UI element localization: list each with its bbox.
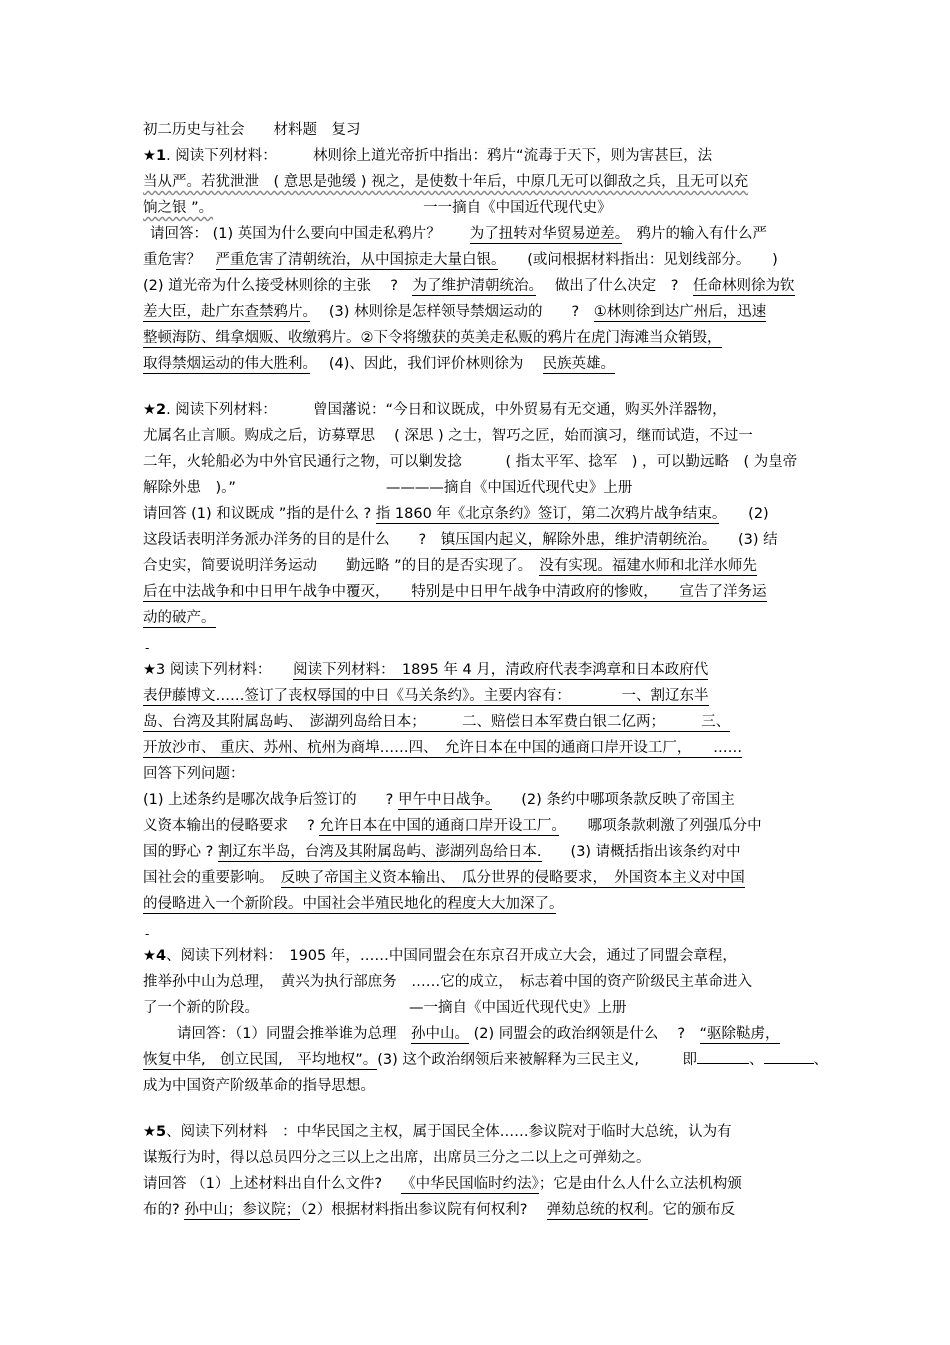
answer-text: 割辽东半岛，台湾及其附属岛屿、澎湖列岛给日本. [217, 844, 542, 860]
q2-line-4: 解除外患 )。” ————摘自《中国近代现代史》上册 [143, 480, 633, 496]
separator-mark: - [145, 927, 150, 941]
q1-line-5: 重危害？ 严重危害了清朝统治，从中国掠走大量白银。 (或问根据材料指出：见划线部分。 ) [143, 252, 778, 268]
q3-line-6: (1) 上述条约是哪次战争后签订的 ? 甲午中日战争。 (2) 条约中哪项条款反映了帝国主 [143, 792, 735, 808]
q1-line-2: 当从严。若犹泄泄 ( 意思是弛缓 ) 视之，是使数十年后，中原几无可以御敌之兵，且无可以充 [143, 174, 749, 190]
answer-text: 取得禁烟运动的伟大胜利。 [143, 356, 310, 372]
q4-line-2: 推举孙中山为总理， 黄兴为执行部庶务 ……它的成立， 标志着中国的资产阶级民主革命进入 [143, 974, 752, 990]
answer-text: 镇压国内起义，解除外患，维护清朝统治。 [440, 532, 709, 548]
answer-text: 《中华民国临时约法》 [401, 1176, 539, 1192]
answer-text: “驱除鞑虏， [699, 1026, 780, 1042]
q1-line-3: 饷之银 ”。 一一摘自《中国近代现代史》 [143, 200, 612, 216]
q2-line-8 [143, 582, 767, 602]
answer-text: 整顿海防、缉拿烟贩、收缴鸦片。②下令将缴获的英美走私贩的鸦片在虎门海滩当众销毁， [143, 330, 722, 346]
blank-field [764, 1062, 814, 1064]
q3-line-4: 开放沙市、 重庆、苏州、杭州为商埠……四、 允许日本在中国的通商口岸开设工厂， …… [143, 740, 743, 756]
answer-text: 后在中法战争和中日甲午战争中覆灭， 特别是中日甲午战争中清政府的惨败， 宣告了洋务运 [143, 584, 767, 600]
answer-text: 动的破产。 [143, 610, 216, 626]
q5-number: ★5 [143, 1124, 167, 1140]
q2-line-6: 这段话表明洋务派办洋务的目的是什么 ? 镇压国内起义，解除外患，维护清朝统治。 (3) 结 [143, 532, 778, 548]
q2-line-3: 二年，火轮船必为中外官民通行之物，可以剿发捻 ( 指太平军、捻军 ) ，可以勤远略 ( 为皇帝 [143, 454, 798, 470]
q3-line-7: 义资本输出的侵略要求 ? 允许日本在中国的通商口岸开设工厂。 哪项条款刺激了列强瓜分中 [143, 818, 762, 834]
q5-line-4: 布的? 孙中山；参议院；（2）根据材料指出参议院有何权利? 弹劾总统的权利。它的颁布反 [143, 1202, 736, 1218]
q2-line-2: 尤属名止言顺。购成之后，访募覃思 ( 深思 ) 之士，智巧之匠，始而演习，继而试造，不过一 [143, 428, 753, 444]
answer-text: 民族英雄。 [542, 356, 616, 372]
q4-line-5: 恢复中华, 创立民国, 平均地权”。(3) 这个政治纲领后来被解释为三民主义, 即 、 、 [143, 1052, 828, 1068]
answer-text: 严重危害了清朝统治，从中国掠走大量白银。 [215, 252, 499, 268]
q3-line-10 [143, 894, 614, 914]
q5-line-3: 请回答 （1）上述材料出自什么文件? 《中华民国临时约法》；它是由什么人什么立法机构颁 [143, 1176, 742, 1192]
q2-line-5: 请回答 (1) 和议既成 ”指的是什么 ? 指 1860 年《北京条约》签订，第二次鸦片战争结束。 (2) [143, 506, 769, 522]
q4-line-6: 成为中国资产阶级革命的指导思想。 [143, 1078, 375, 1094]
q4-line-1: ★4、阅读下列材料： 1905 年，……中国同盟会在东京召开成立大会，通过了同盟会章程， [143, 948, 737, 964]
separator-mark: - [145, 641, 150, 655]
answer-text: 任命林则徐为钦 [693, 278, 795, 294]
q3-line-9: 国社会的重要影响。 反映了帝国主义资本输出、 瓜分世界的侵略要求， 外国资本主义对中国 [143, 870, 745, 886]
page-title: 初二历史与社会 材料题 复习 [143, 122, 361, 138]
q1-line-8 [143, 328, 722, 348]
q4-line-4: 请回答：（1）同盟会推举谁为总理 孙中山。 (2) 同盟会的政治纲领是什么 ? “驱除鞑虏， [177, 1026, 780, 1042]
q1-line-4: 请回答： (1) 英国为什么要向中国走私鸦片？ 为了扭转对华贸易逆差。 鸦片的输入有什么严 [150, 226, 768, 242]
answer-text: 差大臣，赴广东查禁鸦片。 [143, 304, 310, 320]
answer-text: 没有实现。福建水师和北洋水师先 [539, 558, 757, 574]
q2-number: ★2 [143, 402, 167, 418]
q1-number: ★1 [143, 148, 167, 164]
answer-text: 甲午中日战争。 [397, 792, 493, 808]
answer-text: 恢复中华, 创立民国, 平均地权”。 [143, 1052, 378, 1068]
answer-text: 孙中山；参议院； [184, 1202, 301, 1218]
q3-line-2: 表伊藤博文……签订了丧权辱国的中日《马关条约》。主要内容有： 一、割辽东半 [143, 688, 709, 704]
answer-text: 反映了帝国主义资本输出、 瓜分世界的侵略要求， 外国资本主义对中国 [280, 870, 745, 886]
answer-text: 指 1860 年《北京条约》签订，第二次鸦片战争结束。 [375, 506, 720, 522]
q1-line-6: (2) 道光帝为什么接受林则徐的主张 ? 为了维护清朝统治。 做出了什么决定 ? 任命林则徐为钦 [143, 278, 795, 294]
answer-text: 为了维护清朝统治。 [412, 278, 536, 294]
q4-number: ★4 [143, 948, 167, 964]
blank-field [697, 1062, 749, 1064]
q1-line-9: 取得禁烟运动的伟大胜利。 (4)、因此，我们评价林则徐为 民族英雄。 [143, 356, 616, 372]
q2-line-7: 合史实，简要说明洋务运动 勤远略 ”的目的是否实现了。 没有实现。福建水师和北洋水师先 [143, 558, 757, 574]
q5-line-1: ★5、阅读下列材料 ：中华民国之主权，属于国民全体……参议院对于临时大总统，认为有 [143, 1124, 732, 1140]
q3-line-3: 岛、台湾及其附属岛屿、 澎湖列岛给日本； 二、赔偿日本军费白银二亿两； 三、 [143, 714, 731, 730]
q5-line-2: 谋叛行为时，得以总员四分之三以上之出席，出席员三分之二以上之可弹劾之。 [143, 1150, 651, 1166]
answer-text: 允许日本在中国的通商口岸开设工厂。 [319, 818, 559, 834]
answer-text: 孙中山。 [410, 1026, 469, 1042]
answer-text: ①林则徐到达广州后，迅速 [593, 304, 767, 320]
q3-line-8: 国的野心 ? 割辽东半岛，台湾及其附属岛屿、澎湖列岛给日本. (3) 请概括指出该条约对中 [143, 844, 741, 860]
q2-line-1: ★2. 阅读下列材料： 曾国藩说：“今日和议既成，中外贸易有无交通，购买外洋器物， [143, 402, 727, 418]
q2-line-9 [143, 608, 216, 628]
q1-line-7: 差大臣，赴广东查禁鸦片。 (3) 林则徐是怎样领导禁烟运动的 ? ①林则徐到达广州后，迅速 [143, 304, 767, 320]
answer-text: 的侵略进入一个新阶段。中国社会半殖民地化的程度大大加深了。 [143, 896, 557, 912]
q3-line-5: 回答下列问题： [143, 766, 245, 782]
answer-text: 弹劾总统的权利 [546, 1202, 649, 1218]
q1-line-1: ★1. 阅读下列材料： 林则徐上道光帝折中指出：鸦片“流毒于天下，则为害甚巨，法 [143, 148, 713, 164]
q3-line-1: ★3 阅读下列材料： 阅读下列材料： 1895 年 4 月，清政府代表李鸿章和日本政府代 [143, 662, 709, 678]
q4-line-3: 了一个新的阶段。 —一摘自《中国近代现代史》上册 [143, 1000, 627, 1016]
answer-text: 为了扭转对华贸易逆差。 [469, 226, 623, 242]
